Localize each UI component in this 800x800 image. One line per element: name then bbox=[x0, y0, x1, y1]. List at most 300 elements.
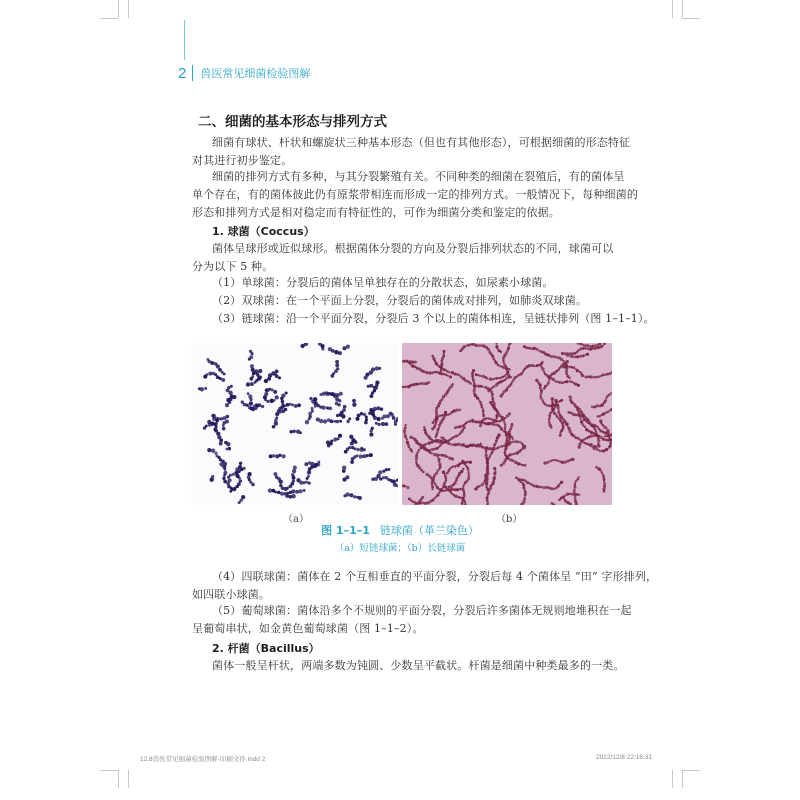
bacterium-cell bbox=[524, 479, 527, 482]
bacterium-cell bbox=[431, 448, 434, 451]
bacterium-cell bbox=[436, 447, 439, 450]
text-line: 单个存在，有的菌体彼此仍有原浆带相连而形成一定的排列方式。一般情况下，每种细菌的 bbox=[192, 188, 638, 201]
bacterium-cell bbox=[441, 489, 444, 492]
bacterium-cell bbox=[515, 451, 518, 454]
bacterium-cell bbox=[512, 438, 514, 440]
bacterium-cell bbox=[522, 479, 525, 482]
bacterium-cell bbox=[495, 377, 498, 380]
bacterium-cell bbox=[411, 360, 414, 363]
bacterium-cell bbox=[602, 438, 605, 441]
bacterium-cell bbox=[435, 362, 438, 365]
bacterium-cell bbox=[557, 411, 560, 414]
text-line: 细菌的排列方式有多种，与其分裂繁殖有关。不同种类的细菌在裂殖后，有的菌体呈 bbox=[212, 170, 625, 183]
bacterium-cell bbox=[330, 374, 334, 378]
bacterium-cell bbox=[281, 400, 285, 404]
bacterium-cell bbox=[286, 492, 289, 495]
bacterium-cell bbox=[449, 375, 452, 378]
bacterium-cell bbox=[574, 495, 577, 498]
bacterium-cell bbox=[467, 471, 469, 473]
bacterium-cell bbox=[369, 453, 373, 457]
bacterium-cell bbox=[381, 422, 385, 426]
bacterium-cell bbox=[596, 404, 599, 407]
bacterium-cell bbox=[604, 435, 606, 437]
bacterium-cell bbox=[359, 455, 363, 459]
bacterium-cell bbox=[488, 447, 491, 450]
bacterium-cell bbox=[402, 484, 405, 487]
crop-mark bbox=[128, 770, 129, 788]
bacterium-cell bbox=[495, 383, 498, 386]
bacterium-cell bbox=[456, 409, 459, 412]
bacterium-cell bbox=[371, 427, 374, 430]
bacterium-cell bbox=[406, 486, 409, 489]
bacillus-paragraph bbox=[192, 657, 625, 675]
bacterium-cell bbox=[423, 428, 426, 431]
bacterium-cell bbox=[502, 419, 505, 422]
bacterium-cell bbox=[210, 478, 214, 482]
bacterium-cell bbox=[576, 409, 578, 411]
bacterium-cell bbox=[604, 373, 607, 376]
bacterium-cell bbox=[507, 374, 510, 377]
bacterium-cell bbox=[565, 369, 568, 372]
bacterium-cell bbox=[589, 345, 592, 348]
bacterium-cell bbox=[239, 462, 242, 465]
bacterium-cell bbox=[258, 403, 262, 407]
bacterium-cell bbox=[500, 376, 503, 379]
bacterium-cell bbox=[592, 345, 595, 348]
bacterium-cell bbox=[435, 421, 438, 424]
bacterium-cell bbox=[491, 395, 493, 397]
bacterium-cell bbox=[351, 457, 355, 461]
bacterium-cell bbox=[439, 370, 442, 373]
bacterium-cell bbox=[482, 414, 485, 417]
bacterium-cell bbox=[577, 437, 580, 440]
bacterium-cell bbox=[584, 375, 587, 378]
bacterium-cell bbox=[512, 441, 515, 444]
bacterium-cell bbox=[223, 471, 227, 475]
bacterium-cell bbox=[535, 485, 538, 488]
bacterium-cell bbox=[330, 392, 334, 396]
bacterium-cell bbox=[575, 493, 578, 496]
bacterium-cell bbox=[285, 391, 288, 394]
bacterium-cell bbox=[391, 480, 395, 484]
bacterium-cell bbox=[579, 347, 582, 350]
bacterium-cell bbox=[435, 410, 438, 413]
bacterium-cell bbox=[472, 420, 475, 423]
bacterium-cell bbox=[274, 421, 278, 425]
bacterium-cell bbox=[453, 481, 456, 484]
bacterium-cell bbox=[540, 392, 543, 395]
bacterium-cell bbox=[595, 466, 598, 469]
bacterium-cell bbox=[377, 423, 380, 426]
bacterium-cell bbox=[493, 477, 496, 480]
bacterium-cell bbox=[491, 448, 494, 451]
bacterium-cell bbox=[375, 366, 379, 370]
bacterium-cell bbox=[237, 482, 241, 486]
bacterium-cell bbox=[551, 405, 554, 408]
bacterium-cell bbox=[471, 372, 474, 375]
bacterium-cell bbox=[360, 412, 363, 415]
bacterium-cell bbox=[574, 500, 577, 503]
bacterium-cell bbox=[447, 442, 450, 445]
bacterium-cell bbox=[562, 424, 565, 427]
bacterium-cell bbox=[322, 405, 326, 409]
bacterium-cell bbox=[464, 502, 466, 504]
bacterium-cell bbox=[351, 446, 354, 449]
bacterium-cell bbox=[571, 493, 574, 496]
bacterium-cell bbox=[499, 420, 501, 422]
bacterium-cell bbox=[602, 412, 605, 415]
bacterium-cell bbox=[250, 377, 254, 381]
bacterium-cell bbox=[281, 405, 284, 408]
bacterium-cell bbox=[369, 384, 373, 388]
bacterium-cell bbox=[533, 347, 536, 350]
bacterium-cell bbox=[472, 443, 475, 446]
bacterium-cell bbox=[289, 485, 293, 489]
header-divider bbox=[192, 65, 193, 81]
text-line: 分为以下 5 种。 bbox=[192, 260, 274, 273]
bacterium-cell bbox=[431, 479, 434, 482]
bacterium-cell bbox=[535, 348, 538, 351]
bacterium-cell bbox=[333, 437, 337, 441]
tetrad-paragraph bbox=[192, 568, 658, 604]
bacterium-cell bbox=[211, 449, 215, 453]
bacterium-cell bbox=[422, 471, 424, 473]
bacterium-cell bbox=[330, 419, 334, 423]
bacterium-cell bbox=[505, 445, 508, 448]
bacterium-cell bbox=[334, 350, 338, 354]
bacterium-cell bbox=[444, 489, 447, 492]
bacterium-cell bbox=[581, 374, 584, 377]
figure-title: 链球菌（革兰染色） bbox=[379, 524, 479, 537]
staphylococcus-paragraph bbox=[192, 602, 632, 638]
bacterium-cell bbox=[215, 417, 218, 420]
bacterium-cell bbox=[496, 436, 499, 439]
bacterium-cell bbox=[565, 423, 568, 426]
bacterium-cell bbox=[543, 462, 546, 465]
bacterium-cell bbox=[257, 377, 261, 381]
bacterium-cell bbox=[522, 486, 525, 489]
bacterium-cell bbox=[523, 447, 526, 450]
bacterium-cell bbox=[577, 411, 580, 414]
bacterium-cell bbox=[451, 371, 454, 374]
bacterium-cell bbox=[404, 386, 406, 388]
bacterium-cell bbox=[443, 482, 446, 485]
bacterium-cell bbox=[469, 420, 472, 423]
bacterium-cell bbox=[519, 441, 521, 443]
bacterium-cell bbox=[484, 474, 487, 477]
micrograph-short-chain-streptococcus bbox=[191, 343, 398, 505]
crop-mark bbox=[128, 0, 129, 18]
bacterium-cell bbox=[481, 406, 484, 409]
crop-mark bbox=[118, 770, 119, 788]
bacterium-cell bbox=[363, 448, 366, 451]
bacterium-cell bbox=[221, 378, 225, 382]
bacterium-cell bbox=[480, 403, 483, 406]
bacterium-cell bbox=[249, 401, 253, 405]
bacterium-cell bbox=[484, 386, 487, 389]
bacterium-cell bbox=[278, 407, 282, 411]
bacterium-cell bbox=[455, 495, 458, 498]
bacterium-cell bbox=[561, 352, 564, 355]
bacterium-cell bbox=[547, 353, 550, 356]
bacterium-cell bbox=[342, 478, 346, 482]
bacterium-cell bbox=[606, 373, 609, 376]
bacterium-cell bbox=[466, 445, 469, 448]
bacterium-cell bbox=[431, 427, 434, 430]
bacterium-cell bbox=[487, 492, 490, 495]
bacterium-cell bbox=[508, 433, 511, 436]
bacterium-cell bbox=[493, 467, 496, 470]
bacterium-cell bbox=[495, 414, 498, 417]
bacterium-cell bbox=[436, 440, 439, 443]
bacterium-cell bbox=[585, 428, 588, 431]
bacterium-cell bbox=[433, 453, 436, 456]
bacterium-cell bbox=[304, 462, 308, 466]
bacterium-cell bbox=[493, 405, 496, 408]
bacterium-cell bbox=[268, 488, 272, 492]
bacterium-cell bbox=[485, 422, 488, 425]
bacterium-cell bbox=[507, 347, 510, 350]
bacterium-cell bbox=[594, 344, 597, 347]
bacterium-cell bbox=[334, 369, 338, 373]
bacterium-cell bbox=[484, 447, 487, 450]
bacterium-cell bbox=[407, 385, 410, 388]
bacterium-cell bbox=[456, 488, 459, 491]
bacterium-cell bbox=[328, 407, 332, 411]
bacterium-cell bbox=[369, 411, 373, 415]
bacterium-cell bbox=[568, 430, 571, 433]
bacterium-cell bbox=[603, 485, 606, 488]
bacterium-cell bbox=[580, 420, 583, 423]
bacterium-cell bbox=[586, 344, 589, 347]
bacterium-cell bbox=[487, 348, 490, 351]
bacterium-cell bbox=[286, 403, 290, 407]
bacterium-cell bbox=[431, 499, 434, 502]
bacterium-cell bbox=[583, 418, 586, 421]
bacterium-cell bbox=[271, 389, 274, 392]
bacterium-cell bbox=[499, 394, 502, 397]
bacterium-cell bbox=[504, 431, 507, 434]
bacterium-cell bbox=[428, 371, 431, 374]
bacterium-cell bbox=[501, 445, 503, 447]
bacterium-cell bbox=[442, 395, 445, 398]
bacterium-cell bbox=[412, 383, 415, 386]
panel-label-a: （a） bbox=[283, 514, 309, 525]
bacterium-cell bbox=[314, 463, 318, 467]
bacterium-cell bbox=[376, 417, 380, 421]
bacterium-cell bbox=[291, 494, 295, 498]
bacterium-cell bbox=[362, 454, 366, 458]
bacterium-cell bbox=[223, 462, 227, 466]
crop-mark bbox=[682, 18, 700, 19]
bacterium-cell bbox=[228, 447, 232, 451]
bacterium-cell bbox=[252, 372, 255, 375]
coccus-paragraph bbox=[192, 240, 622, 276]
bacterium-cell bbox=[415, 457, 418, 460]
bacterium-cell bbox=[557, 404, 560, 407]
bacterium-cell bbox=[590, 434, 593, 437]
list-item: （3）链球菌：沿一个平面分裂，分裂后 3 个以上的菌体相连，呈链状排列（图 1–1–1）。 bbox=[212, 312, 655, 325]
bacterium-cell bbox=[418, 443, 421, 446]
bacterium-cell bbox=[364, 376, 368, 380]
bacterium-cell bbox=[551, 397, 554, 400]
bacterium-cell bbox=[241, 495, 245, 499]
bacterium-cell bbox=[222, 477, 225, 480]
bacterium-cell bbox=[564, 460, 567, 463]
bacterium-cell bbox=[358, 496, 362, 500]
bacterium-cell bbox=[600, 403, 603, 406]
bacterium-cell bbox=[553, 459, 555, 461]
bacterium-cell bbox=[486, 469, 489, 472]
bacterium-cell bbox=[515, 476, 518, 479]
bacterium-cell bbox=[250, 407, 254, 411]
bacterium-cell bbox=[469, 461, 472, 464]
bacterium-cell bbox=[503, 363, 506, 366]
bacterium-cell bbox=[561, 461, 564, 464]
bacterium-cell bbox=[207, 448, 211, 452]
bacterium-cell bbox=[603, 482, 606, 485]
coccus-list bbox=[192, 274, 655, 328]
bacterium-cell bbox=[352, 403, 356, 407]
bacterium-cell bbox=[456, 464, 459, 467]
bacterium-cell bbox=[531, 364, 534, 367]
bacterium-cell bbox=[296, 429, 300, 433]
bacterium-cell bbox=[572, 366, 575, 369]
bacterium-cell bbox=[238, 465, 242, 469]
bacterium-cell bbox=[203, 426, 206, 429]
bacterium-cell bbox=[282, 454, 286, 458]
bacterium-cell bbox=[460, 470, 463, 473]
bacterium-cell bbox=[522, 483, 525, 486]
bacterium-cell bbox=[488, 422, 491, 425]
bacterium-cell bbox=[491, 397, 494, 400]
bacterium-cell bbox=[495, 439, 498, 442]
bacterium-cell bbox=[553, 412, 556, 415]
bacterium-cell bbox=[440, 362, 443, 365]
micrograph-long-chain-streptococcus bbox=[402, 343, 612, 505]
bacterium-cell bbox=[472, 369, 475, 372]
bacterium-cell bbox=[214, 451, 217, 454]
bacterium-cell bbox=[286, 487, 289, 490]
bacterium-cell bbox=[200, 387, 204, 391]
panel-label-b: （b） bbox=[496, 514, 523, 525]
bacterium-cell bbox=[306, 477, 309, 480]
bacterium-cell bbox=[360, 447, 363, 450]
bacterium-cell bbox=[566, 493, 569, 496]
bacterium-cell bbox=[415, 383, 418, 386]
bacterium-cell bbox=[480, 421, 483, 424]
bacterium-cell bbox=[352, 399, 356, 403]
bacterium-cell bbox=[460, 444, 463, 447]
bacterium-cell bbox=[591, 406, 594, 409]
bacterium-cell bbox=[458, 496, 461, 499]
bacterium-cell bbox=[446, 472, 449, 475]
bacterium-cell bbox=[538, 383, 541, 386]
bacterium-cell bbox=[445, 373, 448, 376]
bacterium-cell bbox=[437, 494, 440, 497]
bacterium-cell bbox=[485, 482, 488, 485]
bacterium-cell bbox=[461, 488, 464, 491]
bacterium-cell bbox=[485, 450, 488, 453]
bacterium-cell bbox=[552, 355, 555, 358]
book-title: 兽医常见细菌检验图解 bbox=[200, 67, 311, 80]
bacterium-cell bbox=[464, 481, 467, 484]
bacterium-cell bbox=[521, 464, 523, 466]
bacterium-cell bbox=[261, 405, 264, 408]
bacterium-cell bbox=[608, 436, 610, 438]
footer-file-name: 12.8兽医常见细菌检验图解-印刷文件.indd 2 bbox=[140, 756, 266, 763]
bacterium-cell bbox=[388, 468, 391, 471]
bacterium-cell bbox=[275, 395, 279, 399]
bacterium-cell bbox=[305, 420, 309, 424]
bacterium-cell bbox=[461, 502, 464, 505]
bacterium-cell bbox=[279, 480, 283, 484]
arrangement-paragraph bbox=[192, 168, 638, 222]
bacterium-cell bbox=[463, 484, 465, 486]
bacterium-cell bbox=[444, 475, 447, 478]
bacterium-cell bbox=[565, 380, 568, 383]
bacterium-cell bbox=[570, 381, 573, 384]
bacterium-cell bbox=[223, 372, 226, 375]
bacterium-cell bbox=[567, 411, 570, 414]
bacterium-cell bbox=[227, 476, 230, 479]
bacterium-cell bbox=[468, 344, 471, 347]
bacterium-cell bbox=[487, 417, 489, 419]
bacterium-cell bbox=[265, 388, 269, 392]
bacterium-cell bbox=[489, 453, 492, 456]
bacterium-cell bbox=[574, 481, 576, 483]
bacterium-cell bbox=[339, 392, 343, 396]
bacterium-cell bbox=[502, 366, 505, 369]
running-header bbox=[178, 62, 310, 84]
bacterium-cell bbox=[453, 409, 456, 412]
bacterium-cell bbox=[603, 478, 606, 481]
bacterium-cell bbox=[373, 407, 377, 411]
bacterium-cell bbox=[504, 423, 506, 425]
bacterium-cell bbox=[423, 426, 425, 428]
crop-mark bbox=[682, 770, 700, 771]
bacterium-cell bbox=[419, 501, 422, 504]
bacterium-cell bbox=[558, 381, 561, 384]
bacterium-cell bbox=[462, 486, 464, 488]
crop-mark bbox=[682, 770, 683, 788]
bacterium-cell bbox=[344, 450, 348, 454]
bacterium-cell bbox=[600, 471, 602, 473]
intro-paragraph bbox=[192, 134, 631, 170]
bacterium-cell bbox=[364, 421, 368, 425]
bacterium-cell bbox=[554, 399, 557, 402]
bacterium-cell bbox=[555, 487, 558, 490]
bacterium-cell bbox=[335, 402, 339, 406]
bacterium-cell bbox=[418, 367, 421, 370]
crop-mark bbox=[100, 18, 118, 19]
bacterium-cell bbox=[506, 455, 509, 458]
bacterium-cell bbox=[540, 389, 543, 392]
bacterium-cell bbox=[562, 496, 565, 499]
bacterium-cell bbox=[497, 364, 500, 367]
bacterium-cell bbox=[270, 399, 274, 403]
bacterium-cell bbox=[472, 380, 475, 383]
bacillus-heading: 2. 杆菌（Bacillus） bbox=[212, 642, 320, 655]
bacterium-cell bbox=[499, 380, 502, 383]
bacterium-cell bbox=[249, 350, 252, 353]
bacterium-cell bbox=[307, 470, 311, 474]
bacterium-cell bbox=[485, 454, 488, 457]
bacterium-cell bbox=[604, 431, 607, 434]
bacterium-cell bbox=[214, 422, 217, 425]
bacterium-cell bbox=[559, 434, 562, 437]
bacterium-cell bbox=[349, 493, 353, 497]
